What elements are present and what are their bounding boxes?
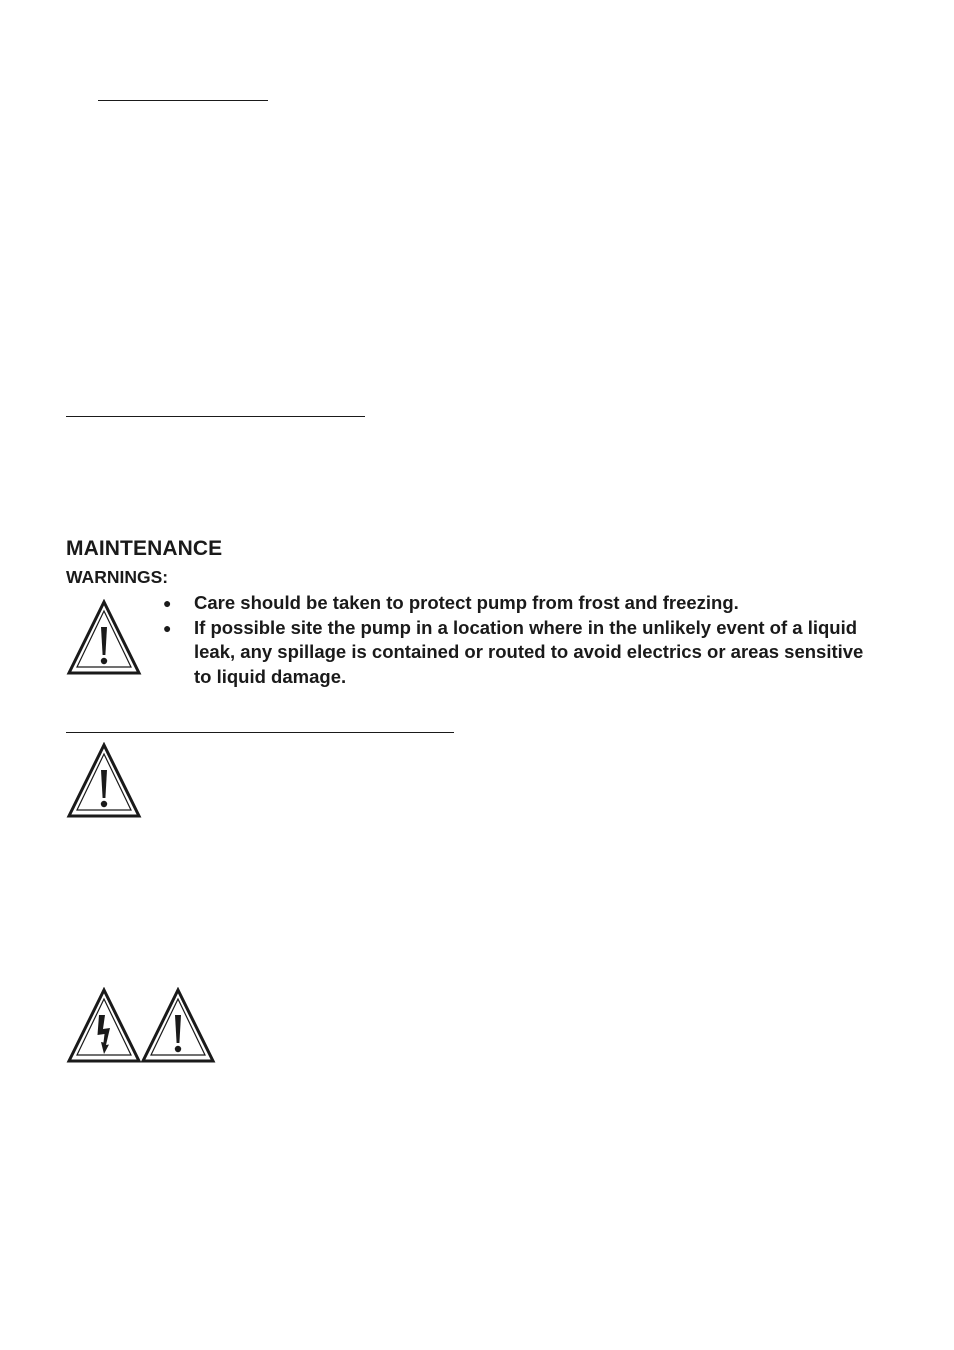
divider-rule-top	[98, 100, 268, 101]
warning-text: Care should be taken to protect pump from frost and freezing.	[194, 592, 739, 613]
bullet-icon: ●	[163, 619, 172, 636]
warning-triangle-icon	[66, 599, 142, 675]
bullet-icon: ●	[163, 595, 172, 611]
warnings-list	[160, 591, 880, 689]
warning-triangle-icon	[66, 742, 142, 818]
section-title: MAINTENANCE	[66, 537, 223, 560]
list-item	[160, 616, 880, 690]
electrical-hazard-icon	[66, 987, 142, 1063]
warnings-label: WARNINGS:	[66, 567, 169, 587]
divider-rule-middle	[66, 416, 365, 417]
warning-triangle-icon	[140, 987, 216, 1063]
divider-rule-lower	[66, 732, 454, 733]
list-item	[160, 591, 880, 616]
warning-text: If possible site the pump in a location where in the unlikely event of a liquid leak, any spillage is contained or routed to avoid electrics or areas sensitive to liquid damage.	[194, 616, 864, 687]
